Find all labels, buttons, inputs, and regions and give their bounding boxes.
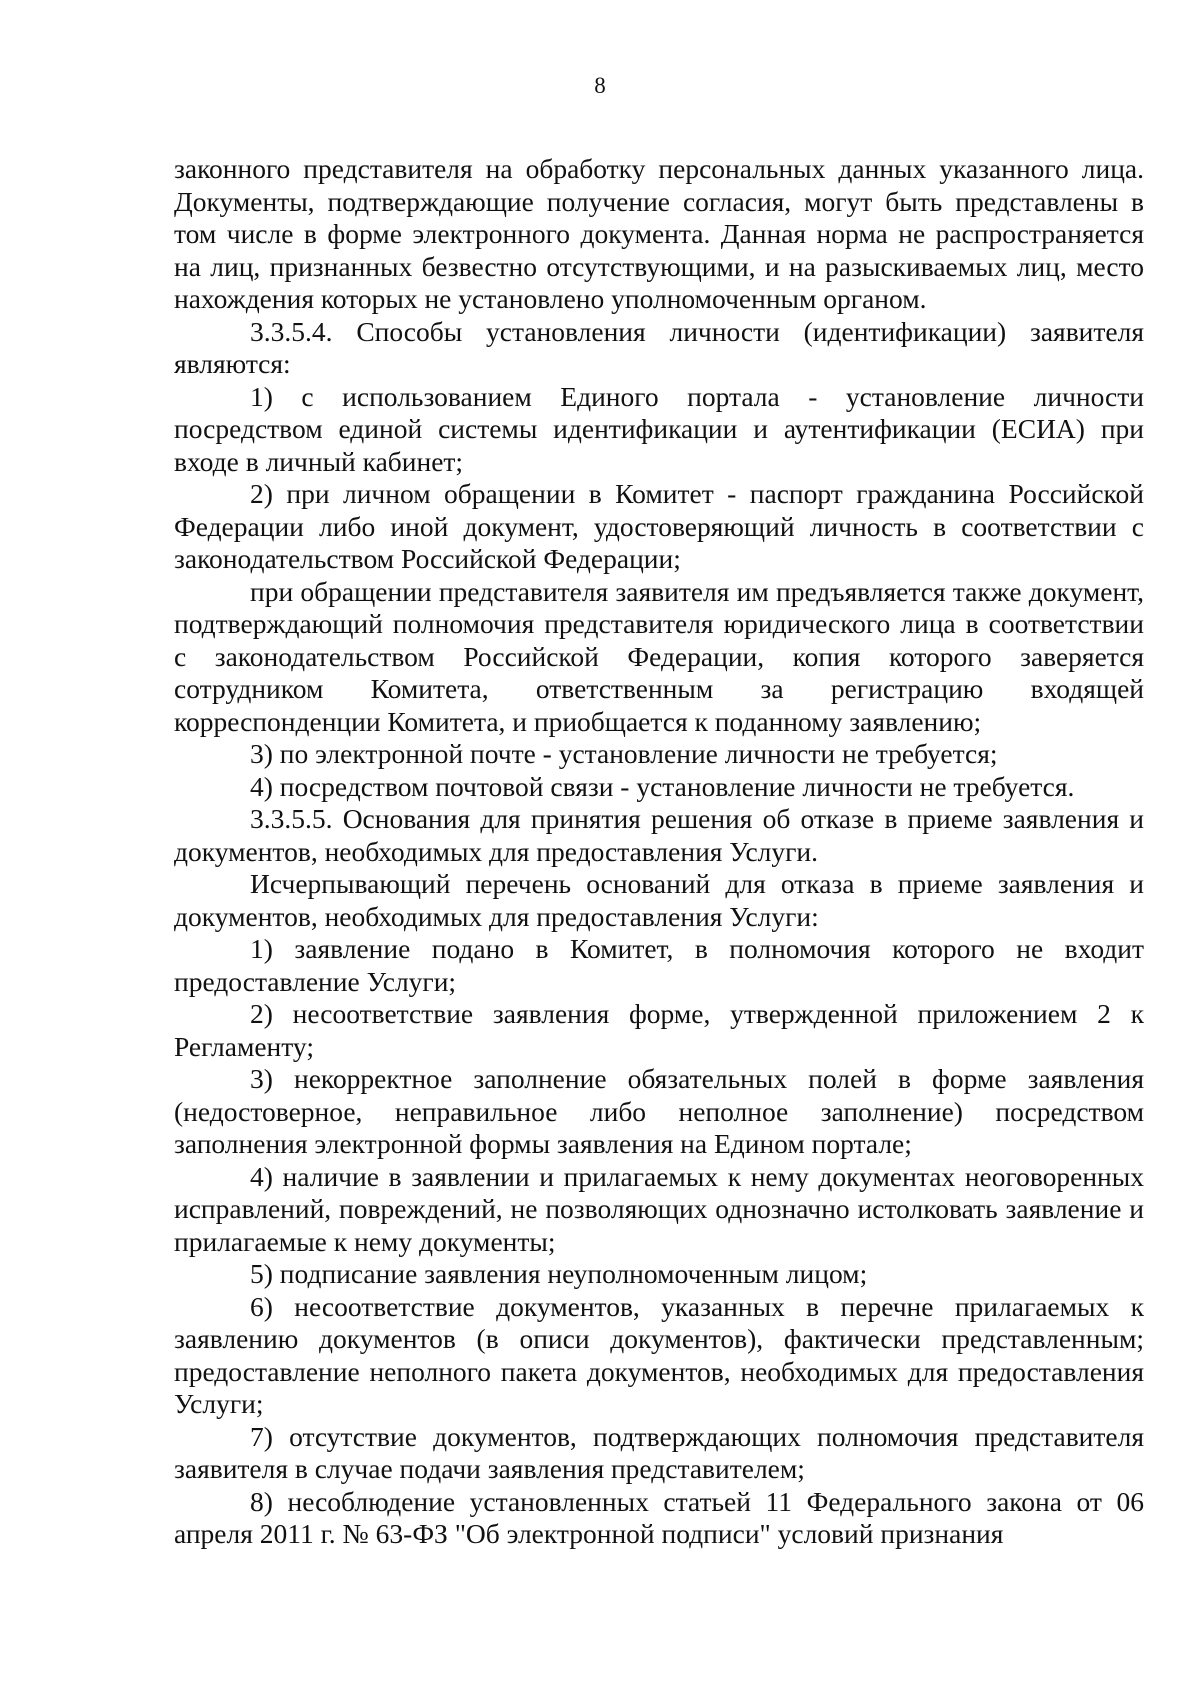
paragraph: 1) с использованием Единого портала - установление личности посредством единой системы идентификации и аутентификации (ЕСИА) при входе в личный кабинет; bbox=[174, 380, 1144, 477]
paragraph: 3.3.5.5. Основания для принятия решения об отказе в приеме заявления и документов, необходимых для предоставления Услуги. bbox=[174, 803, 1144, 867]
paragraph: 5) подписание заявления неуполномоченным лицом; bbox=[250, 1258, 868, 1289]
paragraph: законного представителя на обработку персональных данных указанного лица. Документы, подтверждающие получение согласия, могут быть представлены в том числе в форме электронного документа. Данная норма не распространяется на лиц, признанных безвестно отсутствующими, и на разыскиваемых лиц, место нахождения которых не установлено уполномоченным органом. bbox=[174, 153, 1144, 314]
paragraph: 6) несоответствие документов, указанных в перечне прилагаемых к заявлению документов (в описи документов), фактически представленным; предоставление неполного пакета документов, необходимых для предоставления Услуги; bbox=[174, 1290, 1144, 1419]
paragraph: при обращении представителя заявителя им предъявляется также документ, подтверждающий полномочия представителя юридического лица в соответствии с законодательством Российской Федерации, копия которого заверяется сотрудником Комитета, ответственным за регистрацию входящей корреспонденции Комитета, и приобщается к поданному заявлению; bbox=[174, 575, 1144, 737]
paragraph: 3) по электронной почте - установление личности не требуется; bbox=[250, 738, 998, 769]
paragraph: 8) несоблюдение установленных статьей 11 Федерального закона от 06 апреля 2011 г. № 63-ФЗ "Об электронной подписи" условий признания bbox=[174, 1485, 1144, 1549]
paragraph: 4) посредством почтовой связи - установление личности не требуется. bbox=[250, 770, 1075, 802]
paragraph: 2) несоответствие заявления форме, утвержденной приложением 2 к Регламенту; bbox=[174, 998, 1144, 1062]
paragraph: 4) наличие в заявлении и прилагаемых к нему документах неоговоренных исправлений, повреждений, не позволяющих однозначно истолковать заявление и прилагаемые к нему документы; bbox=[174, 1160, 1144, 1257]
paragraph: 1) заявление подано в Комитет, в полномочия которого не входит предоставление Услуги; bbox=[174, 933, 1144, 997]
paragraph: 2) при личном обращении в Комитет - паспорт гражданина Российской Федерации либо иной документ, удостоверяющий личность в соответствии с законодательством Российской Федерации; bbox=[174, 478, 1144, 574]
paragraph: 7) отсутствие документов, подтверждающих полномочия представителя заявителя в случае подачи заявления представителем; bbox=[174, 1420, 1144, 1484]
paragraph: Исчерпывающий перечень оснований для отказа в приеме заявления и документов, необходимых для предоставления Услуги: bbox=[174, 868, 1144, 932]
document-body bbox=[174, 153, 1144, 1551]
paragraph: 3.3.5.4. Способы установления личности (идентификации) заявителя являются: bbox=[174, 315, 1144, 379]
page-number: 8 bbox=[594, 73, 606, 98]
paragraph: 3) некорректное заполнение обязательных полей в форме заявления (недостоверное, неправильное либо неполное заполнение) посредством заполнения электронной формы заявления на Едином портале; bbox=[174, 1063, 1144, 1159]
